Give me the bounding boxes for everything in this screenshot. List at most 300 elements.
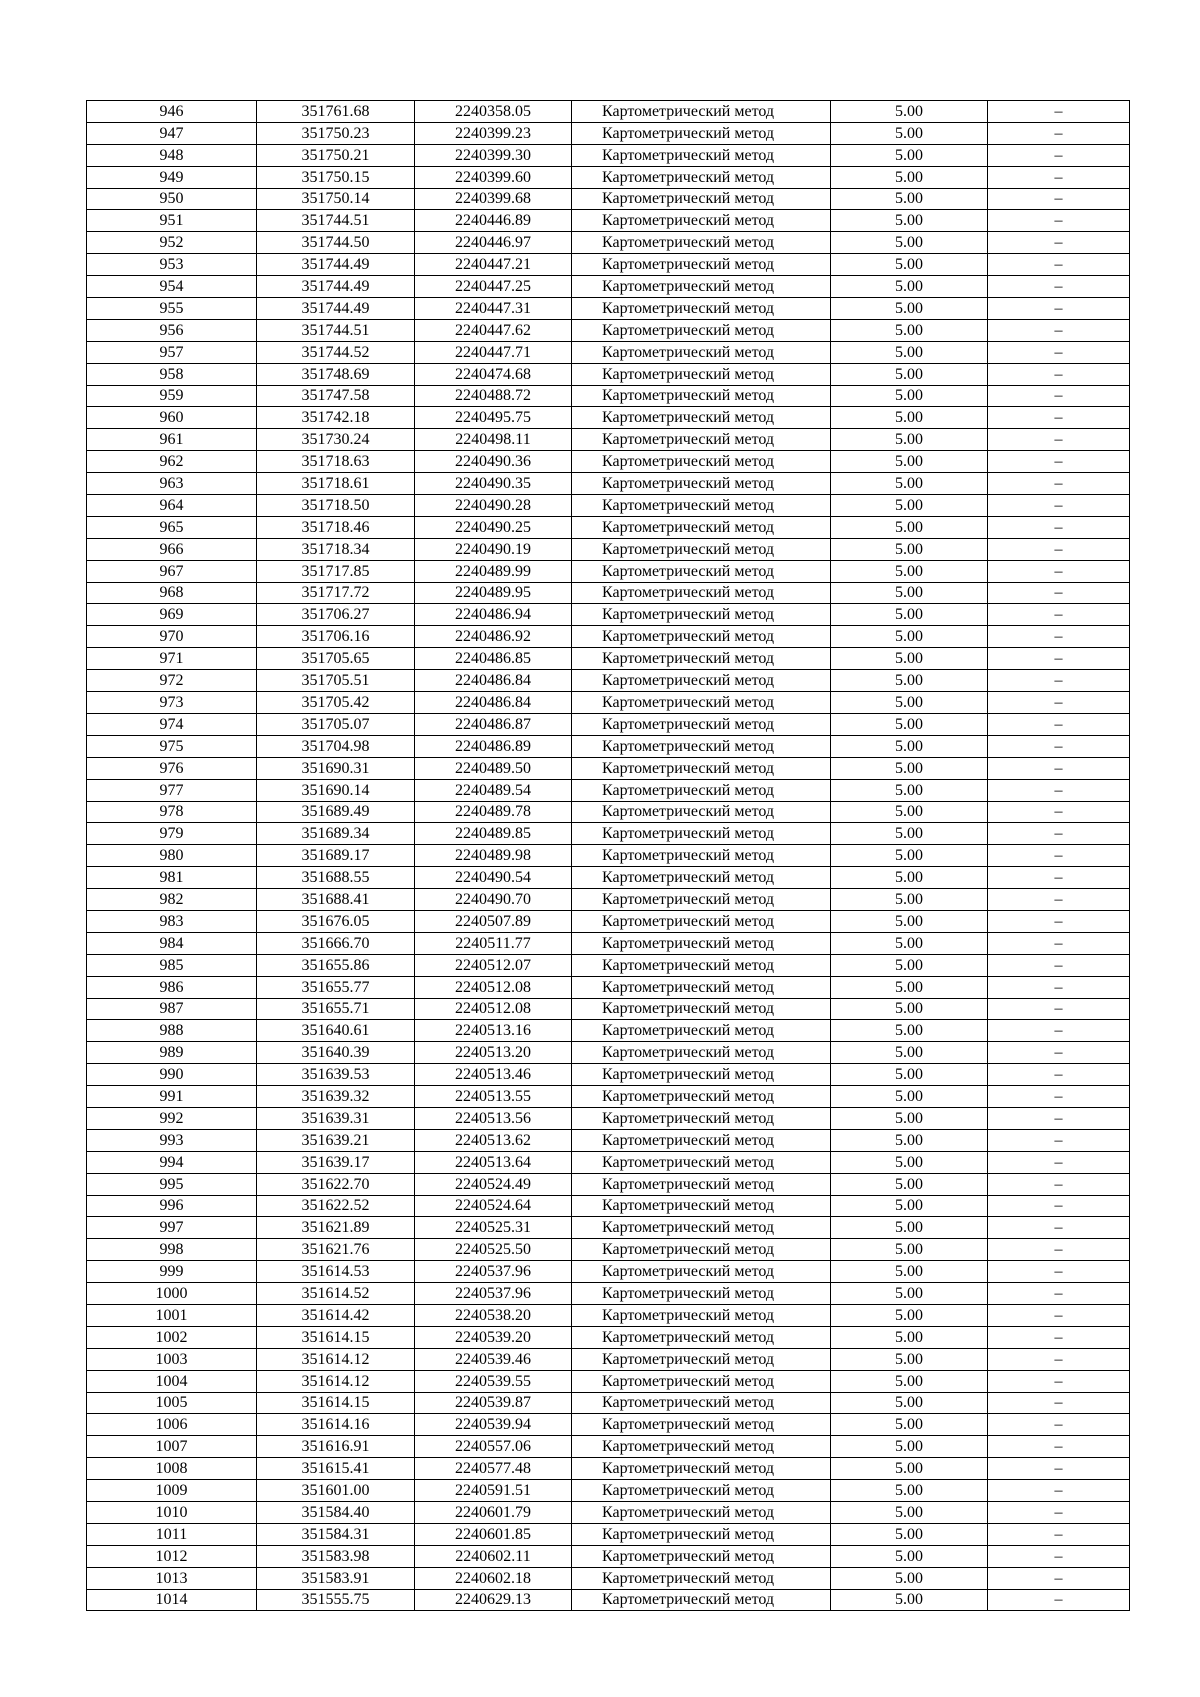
y-coordinate-cell: 2240498.11 [415, 429, 572, 451]
method-cell: Картометрический метод [572, 779, 831, 801]
table-row [87, 1107, 1130, 1129]
accuracy-cell: 5.00 [831, 122, 988, 144]
table-row [87, 254, 1130, 276]
accuracy-cell: 5.00 [831, 1326, 988, 1348]
point-number-cell: 999 [87, 1261, 257, 1283]
description-cell: – [988, 407, 1130, 429]
method-cell: Картометрический метод [572, 1523, 831, 1545]
y-coordinate-cell: 2240447.31 [415, 298, 572, 320]
y-coordinate-cell: 2240490.70 [415, 889, 572, 911]
method-cell: Картометрический метод [572, 1151, 831, 1173]
accuracy-cell: 5.00 [831, 1436, 988, 1458]
x-coordinate-cell: 351666.70 [257, 932, 415, 954]
y-coordinate-cell: 2240490.54 [415, 867, 572, 889]
description-cell: – [988, 998, 1130, 1020]
x-coordinate-cell: 351601.00 [257, 1480, 415, 1502]
accuracy-cell: 5.00 [831, 1239, 988, 1261]
table-row [87, 713, 1130, 735]
y-coordinate-cell: 2240474.68 [415, 363, 572, 385]
x-coordinate-cell: 351718.61 [257, 473, 415, 495]
x-coordinate-cell: 351730.24 [257, 429, 415, 451]
accuracy-cell: 5.00 [831, 1283, 988, 1305]
accuracy-cell: 5.00 [831, 254, 988, 276]
method-cell: Картометрический метод [572, 1217, 831, 1239]
table-row [87, 1326, 1130, 1348]
accuracy-cell: 5.00 [831, 298, 988, 320]
method-cell: Картометрический метод [572, 976, 831, 998]
method-cell: Картометрический метод [572, 1195, 831, 1217]
table-row [87, 889, 1130, 911]
accuracy-cell: 5.00 [831, 1480, 988, 1502]
method-cell: Картометрический метод [572, 1173, 831, 1195]
description-cell: – [988, 1480, 1130, 1502]
method-cell: Картометрический метод [572, 823, 831, 845]
x-coordinate-cell: 351761.68 [257, 101, 415, 123]
description-cell: – [988, 845, 1130, 867]
point-number-cell: 989 [87, 1042, 257, 1064]
y-coordinate-cell: 2240399.30 [415, 144, 572, 166]
method-cell: Картометрический метод [572, 451, 831, 473]
method-cell: Картометрический метод [572, 1042, 831, 1064]
method-cell: Картометрический метод [572, 1064, 831, 1086]
accuracy-cell: 5.00 [831, 692, 988, 714]
y-coordinate-cell: 2240446.89 [415, 210, 572, 232]
point-number-cell: 951 [87, 210, 257, 232]
table-row [87, 779, 1130, 801]
method-cell: Картометрический метод [572, 516, 831, 538]
x-coordinate-cell: 351706.16 [257, 626, 415, 648]
method-cell: Картометрический метод [572, 429, 831, 451]
point-number-cell: 992 [87, 1107, 257, 1129]
x-coordinate-cell: 351718.34 [257, 538, 415, 560]
point-number-cell: 953 [87, 254, 257, 276]
method-cell: Картометрический метод [572, 867, 831, 889]
accuracy-cell: 5.00 [831, 1304, 988, 1326]
description-cell: – [988, 473, 1130, 495]
table-row [87, 1283, 1130, 1305]
method-cell: Картометрический метод [572, 122, 831, 144]
y-coordinate-cell: 2240513.55 [415, 1086, 572, 1108]
point-number-cell: 969 [87, 604, 257, 626]
x-coordinate-cell: 351750.14 [257, 188, 415, 210]
accuracy-cell: 5.00 [831, 1589, 988, 1611]
table-row [87, 626, 1130, 648]
y-coordinate-cell: 2240447.21 [415, 254, 572, 276]
description-cell: – [988, 1173, 1130, 1195]
description-cell: – [988, 932, 1130, 954]
accuracy-cell: 5.00 [831, 823, 988, 845]
x-coordinate-cell: 351689.17 [257, 845, 415, 867]
table-row [87, 1458, 1130, 1480]
method-cell: Картометрический метод [572, 407, 831, 429]
y-coordinate-cell: 2240525.50 [415, 1239, 572, 1261]
accuracy-cell: 5.00 [831, 429, 988, 451]
accuracy-cell: 5.00 [831, 1217, 988, 1239]
description-cell: – [988, 1392, 1130, 1414]
method-cell: Картометрический метод [572, 757, 831, 779]
point-number-cell: 1010 [87, 1502, 257, 1524]
method-cell: Картометрический метод [572, 319, 831, 341]
accuracy-cell: 5.00 [831, 319, 988, 341]
description-cell: – [988, 254, 1130, 276]
point-number-cell: 959 [87, 385, 257, 407]
description-cell: – [988, 976, 1130, 998]
y-coordinate-cell: 2240591.51 [415, 1480, 572, 1502]
x-coordinate-cell: 351742.18 [257, 407, 415, 429]
x-coordinate-cell: 351640.61 [257, 1020, 415, 1042]
point-number-cell: 984 [87, 932, 257, 954]
y-coordinate-cell: 2240486.84 [415, 670, 572, 692]
x-coordinate-cell: 351614.16 [257, 1414, 415, 1436]
method-cell: Картометрический метод [572, 1239, 831, 1261]
x-coordinate-cell: 351621.89 [257, 1217, 415, 1239]
x-coordinate-cell: 351614.12 [257, 1348, 415, 1370]
x-coordinate-cell: 351614.15 [257, 1326, 415, 1348]
description-cell: – [988, 560, 1130, 582]
y-coordinate-cell: 2240557.06 [415, 1436, 572, 1458]
x-coordinate-cell: 351676.05 [257, 910, 415, 932]
y-coordinate-cell: 2240539.94 [415, 1414, 572, 1436]
table-row [87, 1589, 1130, 1611]
accuracy-cell: 5.00 [831, 1348, 988, 1370]
point-number-cell: 996 [87, 1195, 257, 1217]
point-number-cell: 963 [87, 473, 257, 495]
method-cell: Картометрический метод [572, 1502, 831, 1524]
table-row [87, 1480, 1130, 1502]
description-cell: – [988, 1195, 1130, 1217]
table-row [87, 276, 1130, 298]
table-row [87, 910, 1130, 932]
point-number-cell: 995 [87, 1173, 257, 1195]
x-coordinate-cell: 351704.98 [257, 735, 415, 757]
description-cell: – [988, 1042, 1130, 1064]
description-cell: – [988, 823, 1130, 845]
y-coordinate-cell: 2240525.31 [415, 1217, 572, 1239]
y-coordinate-cell: 2240399.23 [415, 122, 572, 144]
method-cell: Картометрический метод [572, 1086, 831, 1108]
table-row [87, 1173, 1130, 1195]
point-number-cell: 987 [87, 998, 257, 1020]
accuracy-cell: 5.00 [831, 1370, 988, 1392]
x-coordinate-cell: 351705.65 [257, 648, 415, 670]
table-row [87, 101, 1130, 123]
method-cell: Картометрический метод [572, 385, 831, 407]
x-coordinate-cell: 351555.75 [257, 1589, 415, 1611]
method-cell: Картометрический метод [572, 101, 831, 123]
description-cell: – [988, 188, 1130, 210]
description-cell: – [988, 779, 1130, 801]
description-cell: – [988, 451, 1130, 473]
accuracy-cell: 5.00 [831, 363, 988, 385]
method-cell: Картометрический метод [572, 144, 831, 166]
x-coordinate-cell: 351621.76 [257, 1239, 415, 1261]
accuracy-cell: 5.00 [831, 648, 988, 670]
method-cell: Картометрический метод [572, 1567, 831, 1589]
table-row [87, 582, 1130, 604]
x-coordinate-cell: 351750.23 [257, 122, 415, 144]
x-coordinate-cell: 351717.72 [257, 582, 415, 604]
y-coordinate-cell: 2240539.46 [415, 1348, 572, 1370]
method-cell: Картометрический метод [572, 801, 831, 823]
description-cell: – [988, 1436, 1130, 1458]
method-cell: Картометрический метод [572, 560, 831, 582]
accuracy-cell: 5.00 [831, 604, 988, 626]
point-number-cell: 972 [87, 670, 257, 692]
description-cell: – [988, 1502, 1130, 1524]
y-coordinate-cell: 2240513.56 [415, 1107, 572, 1129]
y-coordinate-cell: 2240358.05 [415, 101, 572, 123]
method-cell: Картометрический метод [572, 1283, 831, 1305]
table-row [87, 604, 1130, 626]
method-cell: Картометрический метод [572, 954, 831, 976]
table-row [87, 1436, 1130, 1458]
description-cell: – [988, 538, 1130, 560]
method-cell: Картометрический метод [572, 1589, 831, 1611]
method-cell: Картометрический метод [572, 298, 831, 320]
x-coordinate-cell: 351583.91 [257, 1567, 415, 1589]
description-cell: – [988, 582, 1130, 604]
y-coordinate-cell: 2240447.71 [415, 341, 572, 363]
table-row [87, 1086, 1130, 1108]
point-number-cell: 1014 [87, 1589, 257, 1611]
accuracy-cell: 5.00 [831, 276, 988, 298]
accuracy-cell: 5.00 [831, 735, 988, 757]
table-row [87, 976, 1130, 998]
description-cell: – [988, 166, 1130, 188]
table-row [87, 407, 1130, 429]
y-coordinate-cell: 2240512.08 [415, 998, 572, 1020]
table-row [87, 166, 1130, 188]
accuracy-cell: 5.00 [831, 626, 988, 648]
y-coordinate-cell: 2240513.46 [415, 1064, 572, 1086]
point-number-cell: 965 [87, 516, 257, 538]
x-coordinate-cell: 351584.31 [257, 1523, 415, 1545]
y-coordinate-cell: 2240489.50 [415, 757, 572, 779]
method-cell: Картометрический метод [572, 910, 831, 932]
method-cell: Картометрический метод [572, 604, 831, 626]
description-cell: – [988, 1020, 1130, 1042]
y-coordinate-cell: 2240489.54 [415, 779, 572, 801]
point-number-cell: 955 [87, 298, 257, 320]
method-cell: Картометрический метод [572, 1129, 831, 1151]
method-cell: Картометрический метод [572, 1545, 831, 1567]
y-coordinate-cell: 2240495.75 [415, 407, 572, 429]
point-number-cell: 1012 [87, 1545, 257, 1567]
method-cell: Картометрический метод [572, 845, 831, 867]
table-row [87, 1348, 1130, 1370]
x-coordinate-cell: 351689.49 [257, 801, 415, 823]
table-row [87, 670, 1130, 692]
point-number-cell: 961 [87, 429, 257, 451]
accuracy-cell: 5.00 [831, 407, 988, 429]
method-cell: Картометрический метод [572, 1436, 831, 1458]
table-row [87, 1129, 1130, 1151]
y-coordinate-cell: 2240486.85 [415, 648, 572, 670]
description-cell: – [988, 1129, 1130, 1151]
table-row [87, 1217, 1130, 1239]
description-cell: – [988, 1567, 1130, 1589]
accuracy-cell: 5.00 [831, 670, 988, 692]
table-row [87, 451, 1130, 473]
point-number-cell: 956 [87, 319, 257, 341]
table-row [87, 954, 1130, 976]
y-coordinate-cell: 2240629.13 [415, 1589, 572, 1611]
method-cell: Картометрический метод [572, 1261, 831, 1283]
point-number-cell: 983 [87, 910, 257, 932]
y-coordinate-cell: 2240513.20 [415, 1042, 572, 1064]
accuracy-cell: 5.00 [831, 1173, 988, 1195]
x-coordinate-cell: 351655.71 [257, 998, 415, 1020]
y-coordinate-cell: 2240538.20 [415, 1304, 572, 1326]
point-number-cell: 993 [87, 1129, 257, 1151]
table-row [87, 1261, 1130, 1283]
x-coordinate-cell: 351706.27 [257, 604, 415, 626]
accuracy-cell: 5.00 [831, 1567, 988, 1589]
accuracy-cell: 5.00 [831, 1523, 988, 1545]
y-coordinate-cell: 2240399.60 [415, 166, 572, 188]
x-coordinate-cell: 351718.63 [257, 451, 415, 473]
accuracy-cell: 5.00 [831, 976, 988, 998]
x-coordinate-cell: 351744.51 [257, 319, 415, 341]
description-cell: – [988, 1239, 1130, 1261]
table-row [87, 341, 1130, 363]
description-cell: – [988, 298, 1130, 320]
table-row [87, 932, 1130, 954]
description-cell: – [988, 910, 1130, 932]
accuracy-cell: 5.00 [831, 713, 988, 735]
table-row [87, 560, 1130, 582]
description-cell: – [988, 1523, 1130, 1545]
point-number-cell: 980 [87, 845, 257, 867]
method-cell: Картометрический метод [572, 210, 831, 232]
point-number-cell: 970 [87, 626, 257, 648]
x-coordinate-cell: 351750.15 [257, 166, 415, 188]
accuracy-cell: 5.00 [831, 1064, 988, 1086]
y-coordinate-cell: 2240507.89 [415, 910, 572, 932]
method-cell: Картометрический метод [572, 1348, 831, 1370]
table-row [87, 144, 1130, 166]
description-cell: – [988, 954, 1130, 976]
accuracy-cell: 5.00 [831, 144, 988, 166]
method-cell: Картометрический метод [572, 232, 831, 254]
accuracy-cell: 5.00 [831, 582, 988, 604]
description-cell: – [988, 1283, 1130, 1305]
y-coordinate-cell: 2240446.97 [415, 232, 572, 254]
method-cell: Картометрический метод [572, 363, 831, 385]
y-coordinate-cell: 2240489.95 [415, 582, 572, 604]
point-number-cell: 1007 [87, 1436, 257, 1458]
x-coordinate-cell: 351614.12 [257, 1370, 415, 1392]
x-coordinate-cell: 351614.52 [257, 1283, 415, 1305]
point-number-cell: 958 [87, 363, 257, 385]
point-number-cell: 1005 [87, 1392, 257, 1414]
point-number-cell: 960 [87, 407, 257, 429]
y-coordinate-cell: 2240511.77 [415, 932, 572, 954]
table-row [87, 1523, 1130, 1545]
point-number-cell: 998 [87, 1239, 257, 1261]
x-coordinate-cell: 351584.40 [257, 1502, 415, 1524]
description-cell: – [988, 1370, 1130, 1392]
y-coordinate-cell: 2240539.20 [415, 1326, 572, 1348]
description-cell: – [988, 1151, 1130, 1173]
y-coordinate-cell: 2240447.62 [415, 319, 572, 341]
table-row [87, 648, 1130, 670]
table-row [87, 210, 1130, 232]
point-number-cell: 990 [87, 1064, 257, 1086]
accuracy-cell: 5.00 [831, 845, 988, 867]
method-cell: Картометрический метод [572, 932, 831, 954]
x-coordinate-cell: 351744.51 [257, 210, 415, 232]
accuracy-cell: 5.00 [831, 1020, 988, 1042]
accuracy-cell: 5.00 [831, 1458, 988, 1480]
accuracy-cell: 5.00 [831, 1502, 988, 1524]
point-number-cell: 964 [87, 495, 257, 517]
method-cell: Картометрический метод [572, 473, 831, 495]
description-cell: – [988, 144, 1130, 166]
table-row [87, 1545, 1130, 1567]
accuracy-cell: 5.00 [831, 101, 988, 123]
point-number-cell: 1002 [87, 1326, 257, 1348]
point-number-cell: 982 [87, 889, 257, 911]
x-coordinate-cell: 351639.17 [257, 1151, 415, 1173]
accuracy-cell: 5.00 [831, 910, 988, 932]
accuracy-cell: 5.00 [831, 1129, 988, 1151]
x-coordinate-cell: 351717.85 [257, 560, 415, 582]
y-coordinate-cell: 2240486.92 [415, 626, 572, 648]
y-coordinate-cell: 2240486.84 [415, 692, 572, 714]
accuracy-cell: 5.00 [831, 889, 988, 911]
y-coordinate-cell: 2240539.55 [415, 1370, 572, 1392]
table-row [87, 998, 1130, 1020]
table-row [87, 1304, 1130, 1326]
point-number-cell: 966 [87, 538, 257, 560]
x-coordinate-cell: 351744.49 [257, 276, 415, 298]
y-coordinate-cell: 2240399.68 [415, 188, 572, 210]
x-coordinate-cell: 351690.31 [257, 757, 415, 779]
point-number-cell: 997 [87, 1217, 257, 1239]
accuracy-cell: 5.00 [831, 779, 988, 801]
accuracy-cell: 5.00 [831, 757, 988, 779]
x-coordinate-cell: 351616.91 [257, 1436, 415, 1458]
accuracy-cell: 5.00 [831, 385, 988, 407]
x-coordinate-cell: 351639.21 [257, 1129, 415, 1151]
table-row [87, 1151, 1130, 1173]
point-number-cell: 1013 [87, 1567, 257, 1589]
table-row [87, 1567, 1130, 1589]
x-coordinate-cell: 351640.39 [257, 1042, 415, 1064]
table-row [87, 1370, 1130, 1392]
point-number-cell: 974 [87, 713, 257, 735]
point-number-cell: 979 [87, 823, 257, 845]
accuracy-cell: 5.00 [831, 1151, 988, 1173]
point-number-cell: 1011 [87, 1523, 257, 1545]
point-number-cell: 952 [87, 232, 257, 254]
x-coordinate-cell: 351705.07 [257, 713, 415, 735]
y-coordinate-cell: 2240602.18 [415, 1567, 572, 1589]
y-coordinate-cell: 2240524.64 [415, 1195, 572, 1217]
description-cell: – [988, 626, 1130, 648]
method-cell: Картометрический метод [572, 1304, 831, 1326]
point-number-cell: 1003 [87, 1348, 257, 1370]
x-coordinate-cell: 351622.70 [257, 1173, 415, 1195]
description-cell: – [988, 276, 1130, 298]
table-row [87, 538, 1130, 560]
x-coordinate-cell: 351639.53 [257, 1064, 415, 1086]
table-row [87, 845, 1130, 867]
description-cell: – [988, 1348, 1130, 1370]
table-row [87, 122, 1130, 144]
y-coordinate-cell: 2240490.19 [415, 538, 572, 560]
